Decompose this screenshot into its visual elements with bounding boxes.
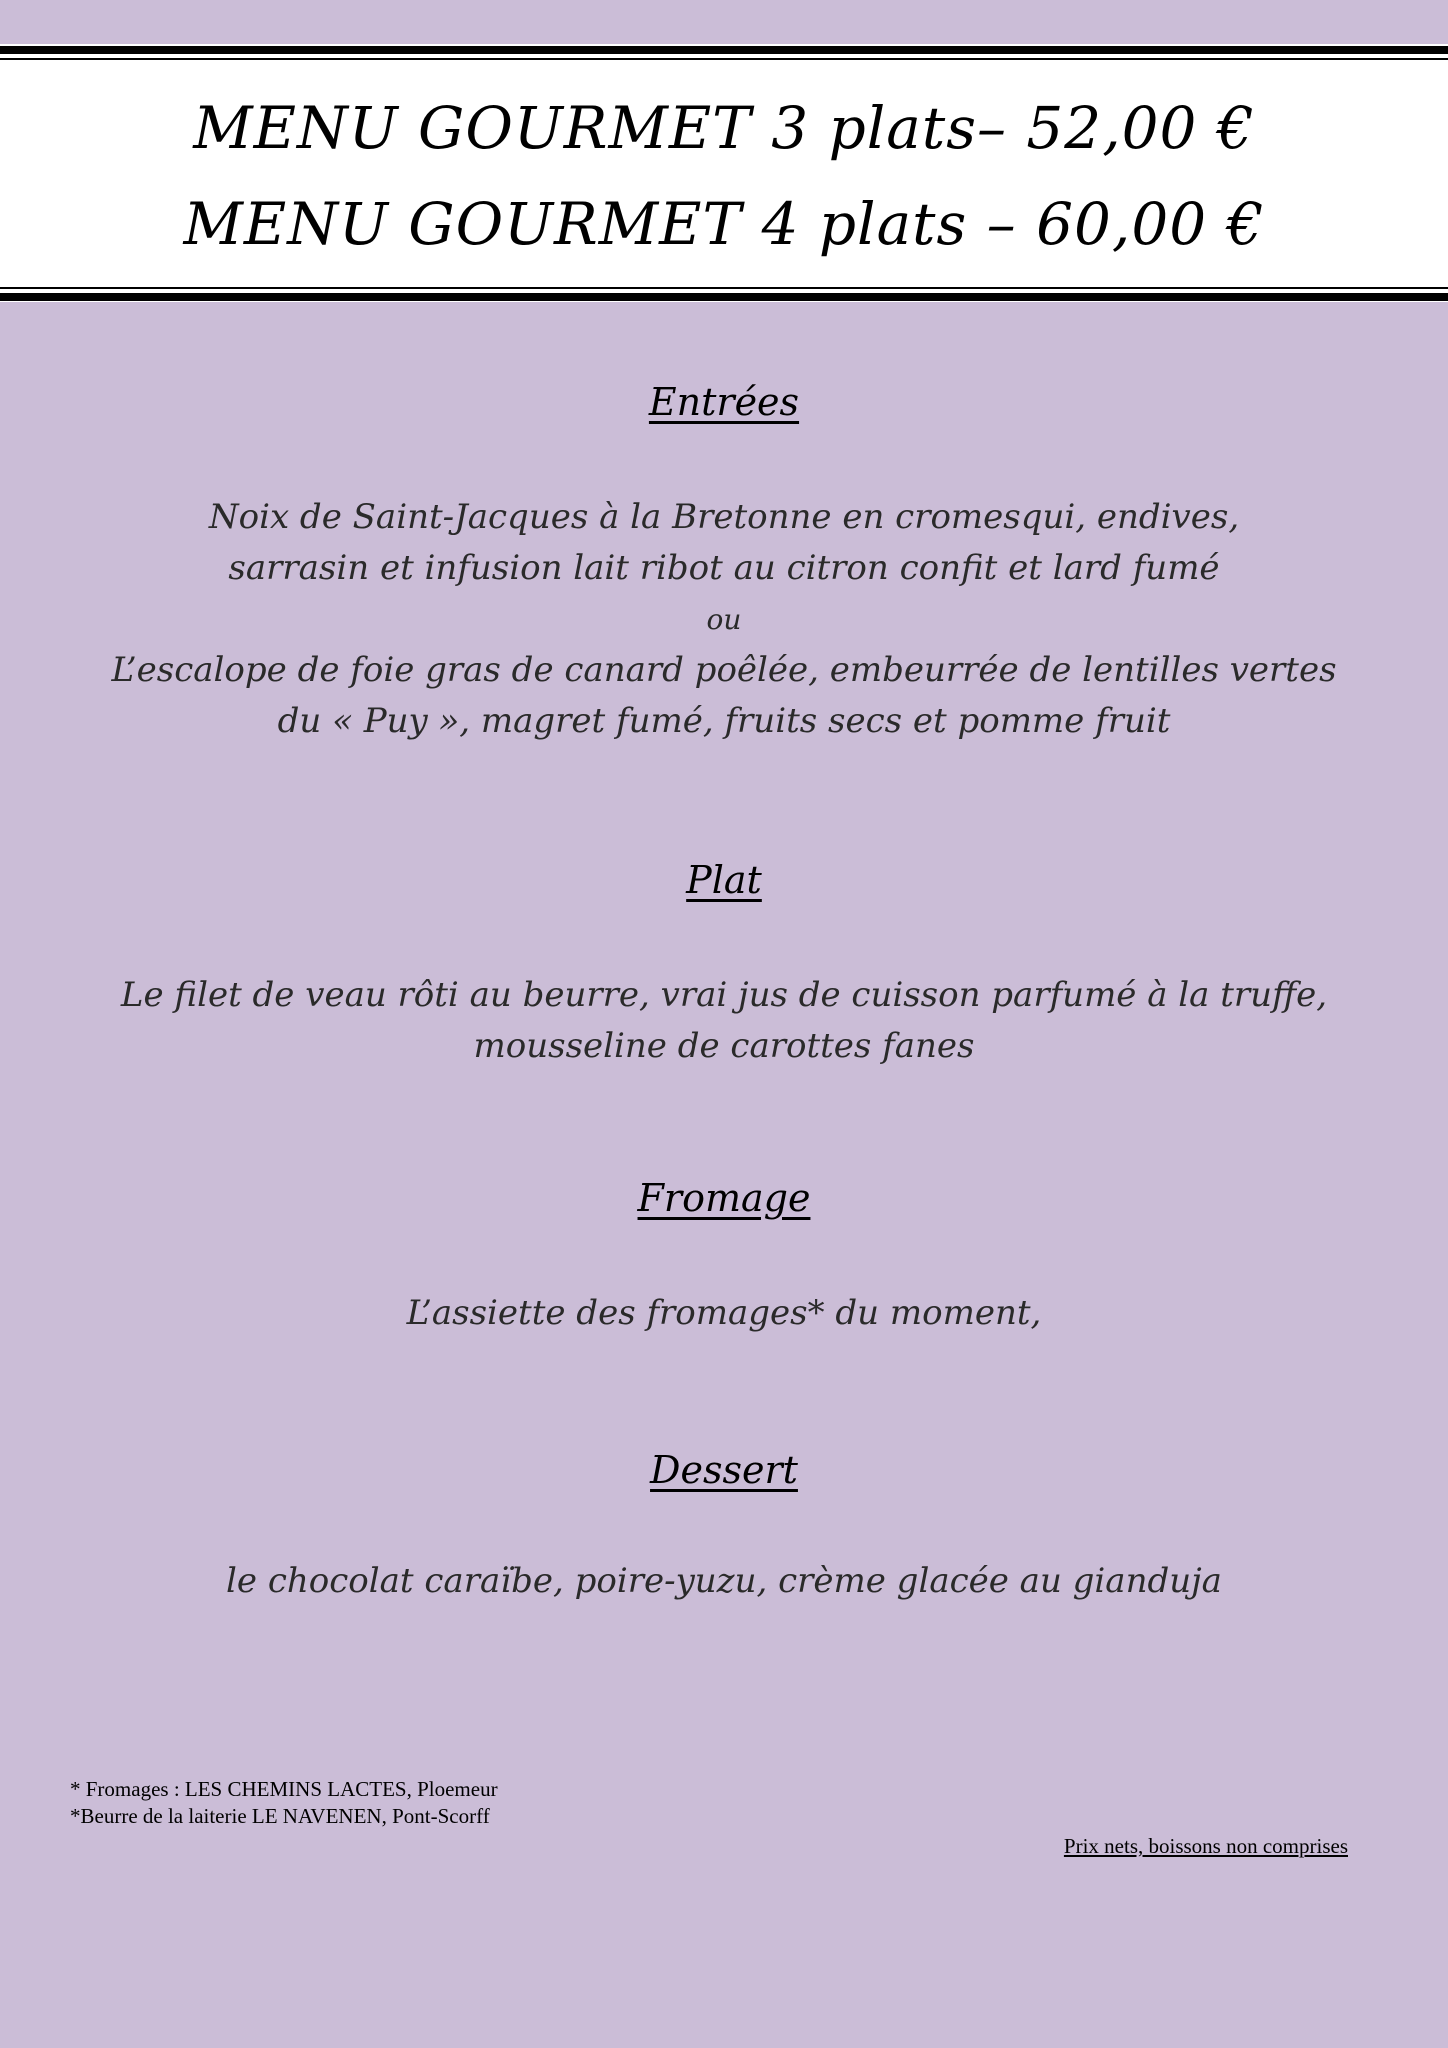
dish-separator: ou — [706, 603, 742, 636]
dish-line: L’escalope de foie gras de canard poêlée, embeurrée de lentilles vertes — [111, 650, 1337, 690]
header-bottom-rule — [0, 293, 1448, 301]
dish-line: mousseline de carottes fanes — [473, 1026, 975, 1066]
prices-note: Prix nets, boissons non comprises — [1063, 1834, 1348, 1858]
header-band — [0, 44, 1448, 302]
section-title-plat: Plat — [686, 858, 762, 902]
header-bottom-thin-rule — [0, 287, 1448, 289]
menu-title-4-courses: MENU GOURMET 4 plats – 60,00 € — [183, 190, 1265, 258]
footnotes — [70, 1776, 498, 1830]
header-top-thin-rule — [0, 58, 1448, 60]
dish-line: Le filet de veau rôti au beurre, vrai jus de cuisson parfumé à la truffe, — [120, 975, 1328, 1015]
section-title-entrees: Entrées — [648, 380, 800, 424]
menu-title-3-courses: MENU GOURMET 3 plats– 52,00 € — [193, 94, 1255, 162]
plat-dishes — [0, 970, 1448, 1072]
header-top-rule — [0, 46, 1448, 54]
footnote-fromages: * Fromages : LES CHEMINS LACTES, Ploemeur — [70, 1777, 498, 1801]
footnote-beurre: *Beurre de la laiterie LE NAVENEN, Pont-Scorff — [70, 1804, 490, 1828]
section-entrees — [0, 380, 1448, 424]
dessert-dishes — [0, 1556, 1448, 1607]
entrees-dishes — [0, 492, 1448, 747]
section-title-dessert: Dessert — [650, 1448, 798, 1492]
dish-line: L’assiette des fromages* du moment, — [406, 1293, 1042, 1333]
section-fromage — [0, 1176, 1448, 1220]
dish-line: du « Puy », magret fumé, fruits secs et pomme fruit — [277, 701, 1171, 741]
dish-line: sarrasin et infusion lait ribot au citron confit et lard fumé — [228, 548, 1220, 588]
section-title-fromage: Fromage — [637, 1176, 811, 1220]
dish-line: le chocolat caraïbe, poire-yuzu, crème glacée au gianduja — [226, 1561, 1222, 1601]
section-dessert — [0, 1448, 1448, 1492]
fromage-dishes — [0, 1288, 1448, 1339]
dish-line: Noix de Saint-Jacques à la Bretonne en cromesqui, endives, — [208, 497, 1240, 537]
section-plat — [0, 858, 1448, 902]
